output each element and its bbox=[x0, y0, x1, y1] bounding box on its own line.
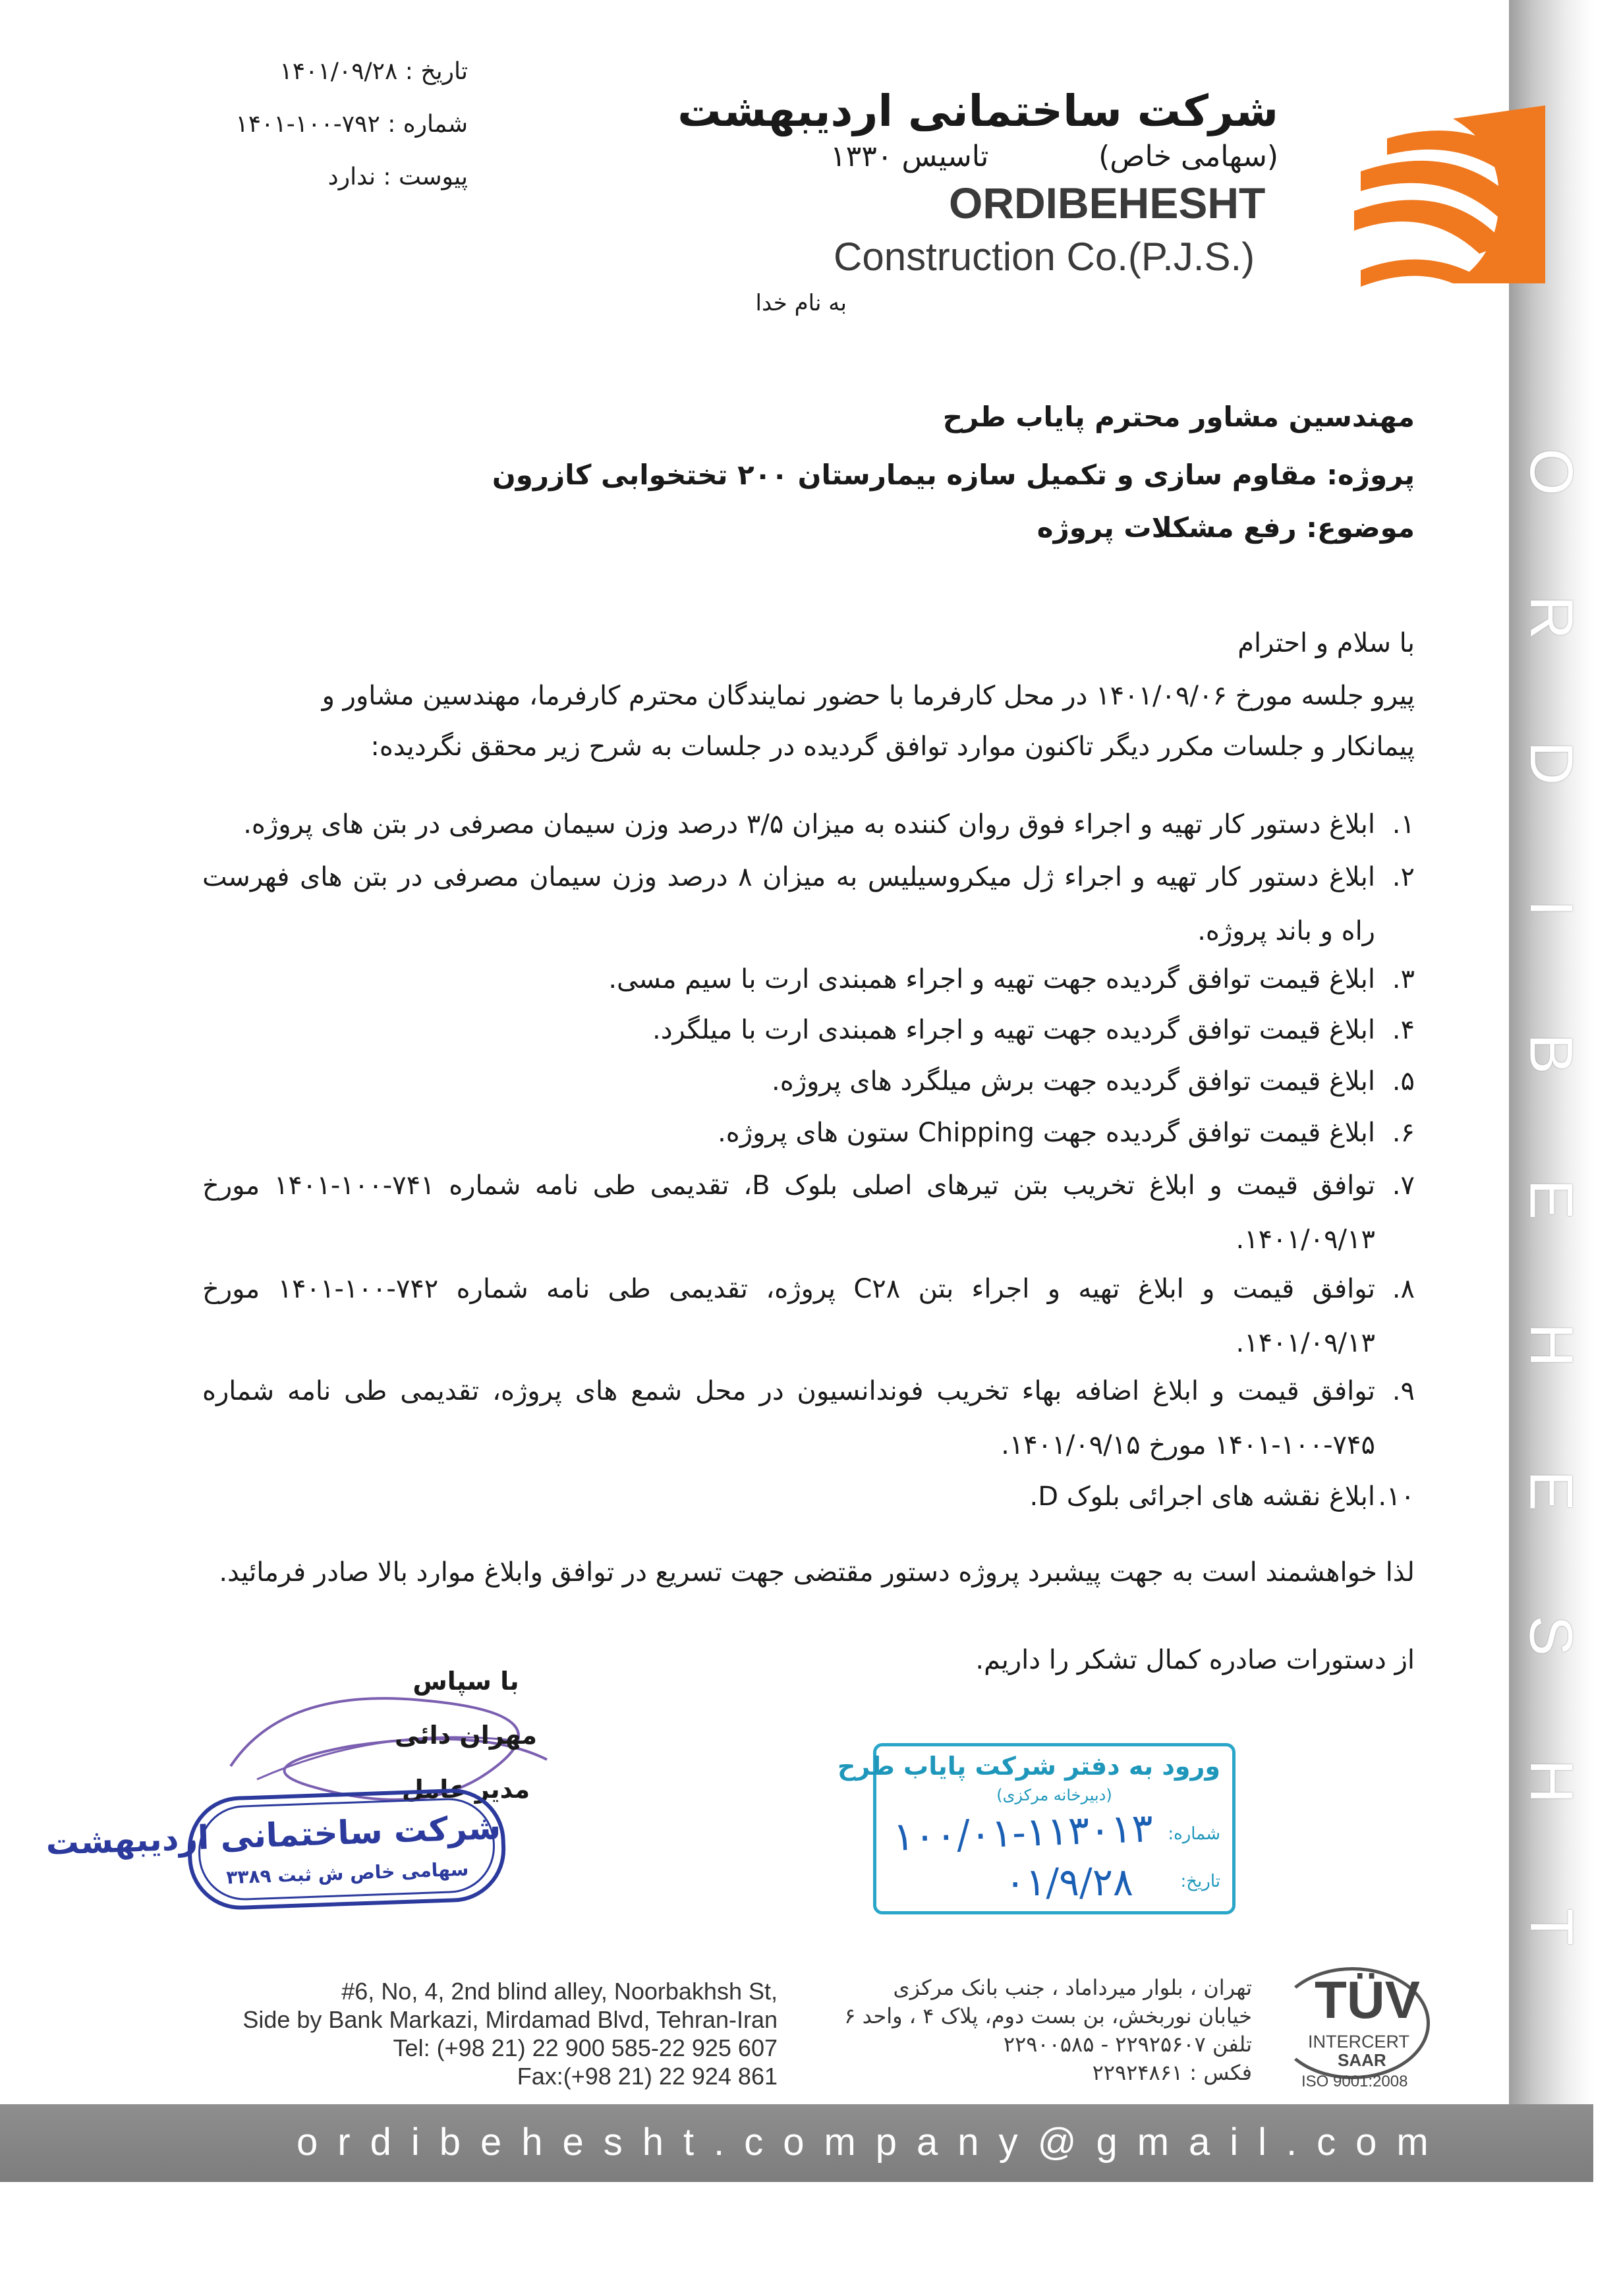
company-name-en: ORDIBEHESHT bbox=[949, 179, 1266, 227]
subject-line: موضوع: رفع مشکلات پروژه bbox=[1037, 511, 1415, 544]
list-item-text: ابلاغ دستور کار تهیه و اجراء فوق روان کننده به میزان ۳/۵ درصد وزن سیمان مصرفی در بتن های پروژه. bbox=[243, 809, 1375, 840]
company-type: (سهامی خاص) bbox=[1098, 140, 1278, 173]
address-en-line-1: #6, No, 4, 2nd blind alley, Noorbakhsh St, bbox=[341, 1978, 778, 2005]
address-fa-line-2: خیابان نوربخش، بن بست دوم، پلاک ۴ ، واحد ۶ bbox=[844, 2003, 1252, 2028]
side-letter: D bbox=[1517, 741, 1585, 785]
list-item-number: ۹. bbox=[1392, 1376, 1415, 1406]
address-en-line-2: Side by Bank Markazi, Mirdamad Blvd, Tehran-Iran bbox=[242, 2006, 778, 2033]
footer-address-en bbox=[191, 1977, 778, 2090]
list-item bbox=[202, 952, 1415, 1006]
basmala: به نام خدا bbox=[755, 290, 847, 316]
received-stamp bbox=[837, 1743, 1236, 1914]
list-item-number: ۵. bbox=[1392, 1066, 1415, 1097]
side-letter: R bbox=[1517, 595, 1585, 640]
list-item bbox=[202, 797, 1415, 851]
side-letter: E bbox=[1518, 1470, 1585, 1511]
side-band-letters bbox=[1509, 442, 1593, 1957]
side-letter: H bbox=[1517, 1759, 1585, 1804]
list-item bbox=[202, 1106, 1415, 1160]
company-founded: تاسیس ۱۳۳۰ bbox=[830, 140, 989, 173]
footer-strip bbox=[0, 2104, 1593, 2182]
list-item-number: ۴. bbox=[1392, 1015, 1415, 1045]
recipient: مهندسین مشاور محترم پایاب طرح bbox=[942, 401, 1415, 433]
company-name-fa: شرکت ساختمانی اردیبهشت bbox=[677, 86, 1278, 136]
list-item-text: ابلاغ نقشه های اجرائی بلوک D. bbox=[1029, 1481, 1375, 1512]
address-fa-line-1: تهران ، بلوار میرداماد ، جنب بانک مرکزی bbox=[893, 1975, 1252, 2000]
side-letter: B bbox=[1518, 1033, 1585, 1074]
side-band bbox=[1509, 0, 1593, 2125]
side-letter: I bbox=[1518, 900, 1585, 917]
tuv-intercert: INTERCERT bbox=[1308, 2032, 1410, 2052]
intro-line-2: پیمانکار و جلسات مکرر دیگر تاکنون موارد توافق گردیده در جلسات به شرح زیر محقق نگردیده: bbox=[370, 732, 1415, 762]
closing: با سپاس bbox=[412, 1667, 519, 1696]
received-stamp-title: ورود به دفتر شرکت پایاب طرح bbox=[837, 1752, 1220, 1781]
company-subtitle-en: Construction Co.(P.J.S.) bbox=[834, 235, 1255, 279]
company-seal bbox=[45, 1787, 507, 1912]
letter-attachment: پیوست : ندارد bbox=[327, 163, 468, 190]
seal-registration: سهامی خاص ش ثبت ۳۳۸۹ bbox=[225, 1858, 469, 1889]
side-letter: O bbox=[1518, 448, 1585, 496]
list-item-number: ۷. bbox=[1392, 1170, 1415, 1201]
list-item bbox=[202, 1003, 1415, 1057]
list-item-text: ابلاغ قیمت توافق گردیده جهت برش میلگرد های پروژه. bbox=[772, 1066, 1375, 1097]
received-number-value: ۱۰۰/۰۱-۱۱۳۰۱۳ bbox=[892, 1805, 1154, 1860]
tuv-iso: ISO 9001:2008 bbox=[1301, 2073, 1408, 2090]
list-item-number: ۸. bbox=[1392, 1274, 1415, 1304]
list-item-text: ابلاغ قیمت توافق گردیده جهت Chipping ستون های پروژه. bbox=[718, 1118, 1375, 1148]
received-stamp-subtitle: (دبیرخانه مرکزی) bbox=[996, 1786, 1112, 1804]
list-item bbox=[202, 1262, 1415, 1370]
letter-date: تاریخ : ۱۴۰۱/۰۹/۲۸ bbox=[279, 58, 468, 85]
letter-number: شماره : ۷۹۲-۱۰۰-۱۴۰۱ bbox=[235, 111, 468, 138]
signer-name: مهران دائی bbox=[394, 1721, 538, 1750]
received-date-value: ۰۱/۹/۲۸ bbox=[1005, 1860, 1133, 1905]
list-item bbox=[202, 850, 1415, 958]
list-item bbox=[202, 1364, 1415, 1472]
list-item-text: توافق قیمت و ابلاغ اضافه بهاء تخریب فوندانسیون در محل شمع های پروژه، تقدیمی طی نامه شماره ۷۴۵-۱۰۰-۱۴۰۱ مورخ ۱۴۰۱/۰۹/۱۵. bbox=[202, 1376, 1375, 1460]
fax-fa: فکس : ۲۲۹۲۴۸۶۱ bbox=[1092, 2060, 1252, 2085]
intro-line-1: پیرو جلسه مورخ ۱۴۰۱/۰۹/۰۶ در محل کارفرما با حضور نمایندگان محترم کارفرما، مهندسین مشاور و bbox=[322, 681, 1415, 711]
received-date-label: تاریخ: bbox=[1180, 1872, 1220, 1891]
tuv-saar: SAAR bbox=[1338, 2050, 1386, 2070]
project-line: پروژه: مقاوم سازی و تکمیل سازه بیمارستان ۲۰۰ تختخوابی کازرون bbox=[492, 459, 1415, 491]
list-item-number: ۶. bbox=[1392, 1118, 1415, 1148]
side-letter: T bbox=[1517, 1908, 1585, 1946]
list-item-text: توافق قیمت و ابلاغ تهیه و اجراء بتن C۲۸ پروژه، تقدیمی طی نامه شماره ۷۴۲-۱۰۰-۱۴۰۱ مورخ ۱۴۰۱/۰۹/۱۳. bbox=[202, 1274, 1376, 1358]
seal-company-name: شرکت ساختمانی اردیبهشت bbox=[45, 1808, 501, 1862]
greeting: با سلام و احترام bbox=[1237, 628, 1415, 658]
company-subtitle-fa bbox=[830, 140, 1278, 173]
footer-address-fa bbox=[804, 1974, 1252, 2087]
list-item-number: ۱. bbox=[1392, 809, 1415, 840]
list-item-text: ابلاغ قیمت توافق گردیده جهت تهیه و اجراء همبندی ارت با سیم مسی. bbox=[608, 964, 1375, 994]
list-item bbox=[202, 1470, 1415, 1524]
list-item-number: ۳. bbox=[1392, 964, 1415, 994]
footer-email: ordibehesht.company@gmail.com bbox=[297, 2121, 1448, 2164]
list-item-number: ۱۰. bbox=[1378, 1481, 1415, 1512]
list-item-text: ابلاغ دستور کار تهیه و اجراء ژل میکروسیلیس به میزان ۸ درصد وزن سیمان مصرفی در بتن های فهرست راه و باند پروژه. bbox=[202, 862, 1376, 946]
tel-en: Tel: (+98 21) 22 900 585-22 925 607 bbox=[393, 2034, 778, 2061]
list-item bbox=[202, 1159, 1415, 1267]
company-logo-icon bbox=[1348, 99, 1545, 290]
side-letter: E bbox=[1518, 1179, 1585, 1220]
side-letter: H bbox=[1517, 1323, 1585, 1367]
side-letter: S bbox=[1518, 1615, 1585, 1657]
request-line: لذا خواهشمند است به جهت پیشبرد پروژه دستور مقتضی جهت تسریع در توافق وابلاغ موارد بالا صادر فرمائید. bbox=[219, 1557, 1415, 1588]
list-item-text: ابلاغ قیمت توافق گردیده جهت تهیه و اجراء همبندی ارت با میلگرد. bbox=[652, 1015, 1375, 1045]
thanks-line: از دستورات صادره کمال تشکر را داریم. bbox=[975, 1645, 1415, 1675]
tuv-word: TÜV bbox=[1315, 1970, 1420, 2029]
list-item bbox=[202, 1054, 1415, 1108]
list-item-text: توافق قیمت و ابلاغ تخریب بتن تیرهای اصلی بلوک B، تقدیمی طی نامه شماره ۷۴۱-۱۰۰-۱۴۰۱ مورخ ۱۴۰۱/۰۹/۱۳. bbox=[202, 1170, 1375, 1255]
signer-title: مدیر عامل bbox=[401, 1775, 530, 1804]
tuv-certification-logo bbox=[1275, 1967, 1430, 2099]
fax-en: Fax:(+98 21) 22 924 861 bbox=[517, 2063, 778, 2090]
tel-fa: تلفن ۲۲۹۲۵۶۰۷ - ۲۲۹۰۰۵۸۵ bbox=[1003, 2032, 1252, 2057]
received-number-label: شماره: bbox=[1168, 1824, 1220, 1844]
list-item-number: ۲. bbox=[1392, 862, 1415, 892]
